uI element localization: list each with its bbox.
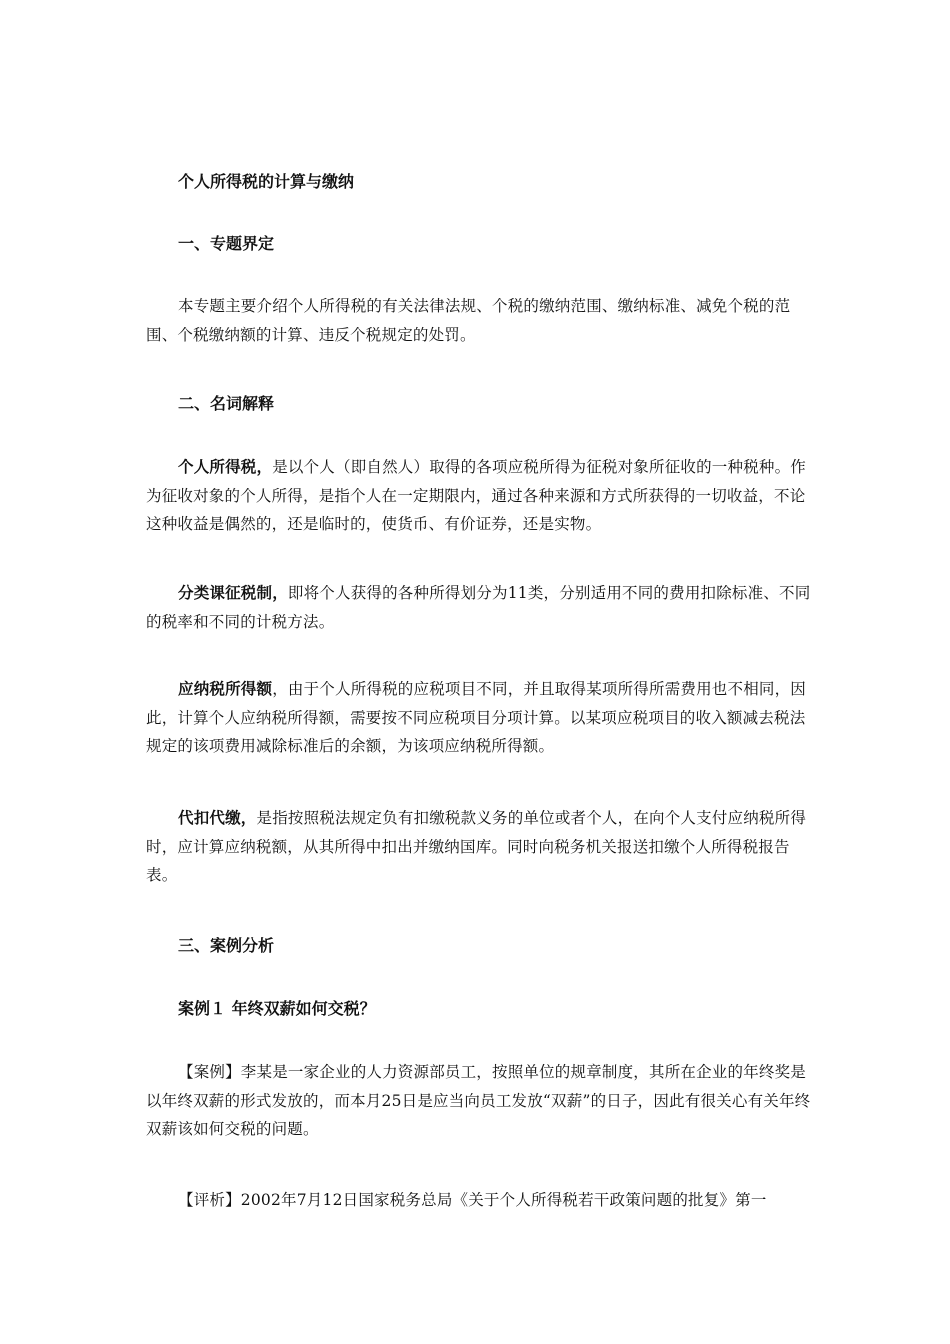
term-label: 应纳税所得额 — [178, 680, 273, 698]
term-definition: 即将个人获得的各种所得划分为11类，分别适用不同的费用扣除标准、不同的税率和不同的计税方法。 — [146, 584, 811, 631]
term-definition: 是以个人（即自然人）取得的各项应税所得为征税对象所征收的一种税种。作为征收对象的个人所得，是指个人在一定期限内，通过各种来源和方式所获得的一切收益，不论这种收益是偶然的，还是临时的，使货币、有价证券，还是实物。 — [146, 458, 807, 533]
term-definition: 是指按照税法规定负有扣缴税款义务的单位或者个人，在向个人支付应纳税所得时，应计算应纳税额，从其所得中扣出并缴纳国库。同时向税务机关报送扣缴个人所得税报告表。 — [146, 809, 807, 884]
case-paragraph: 【案例】李某是一家企业的人力资源部员工，按照单位的规章制度，其所在企业的年终奖是以年终双薪的形式发放的，而本月25日是应当向员工发放“双薪”的日子，因此有很关心有关年终双薪该如何交税的问题。 — [146, 1063, 811, 1138]
scope-paragraph: 本专题主要介绍个人所得税的有关法律法规、个税的缴纳范围、缴纳标准、减免个税的范围、个税缴纳额的计算、违反个税规定的处罚。 — [146, 297, 791, 344]
section-heading-cases: 三、案例分析 — [178, 936, 275, 955]
case-title: 案例１ 年终双薪如何交税？ — [178, 999, 376, 1018]
term-paragraph-withholding — [146, 804, 816, 890]
section-heading-scope: 一、专题界定 — [178, 234, 275, 253]
term-paragraph-taxable-income — [146, 675, 816, 761]
document-title: 个人所得税的计算与缴纳 — [178, 172, 355, 191]
term-label: 个人所得税， — [178, 458, 273, 476]
term-label: 分类课征税制， — [178, 584, 288, 602]
term-paragraph-classified-tax-system — [146, 579, 816, 636]
term-definition: ，由于个人所得税的应税项目不同，并且取得某项所得所需费用也不相同，因此，计算个人应纳税所得额，需要按不同应税项目分项计算。以某项应税项目的收入额减去税法规定的该项费用减除标准后的余额，为该项应纳税所得额。 — [146, 680, 807, 755]
section-heading-terms: 二、名词解释 — [178, 394, 275, 413]
term-paragraph-individual-income-tax — [146, 453, 816, 539]
term-label: 代扣代缴， — [178, 809, 257, 827]
analysis-paragraph: 【评析】2002年7月12日国家税务总局《关于个人所得税若干政策问题的批复》第一 — [178, 1191, 767, 1209]
